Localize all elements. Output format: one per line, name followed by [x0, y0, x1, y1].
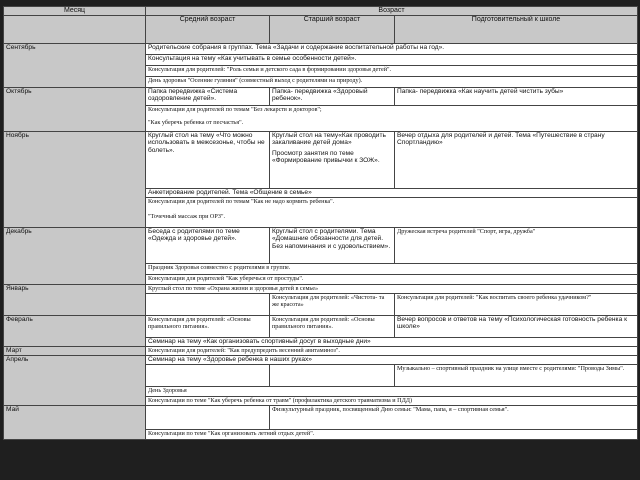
header-month: Месяц [4, 7, 146, 16]
apr-middle-empty [146, 365, 270, 387]
sep-row-1: Родительские собрания в группах. Тема «Задачи и содержание воспитательной работы на год». [146, 44, 638, 55]
nov-prep: Вечер отдыха для родителей и детей. Тема «Путешествие в страну Спортландию» [395, 132, 638, 189]
nov-senior [270, 132, 395, 189]
jan-prep: Консультация для родителей: "Как воспитать своего ребенка удачником?" [395, 294, 638, 316]
nov-consultation-2: "Точечный массаж при ОРЗ". [148, 213, 226, 221]
nov-consultations [146, 198, 638, 228]
apr-senior-empty [270, 365, 395, 387]
oct-consultation-2: "Как уберечь ребенка от песчастья". [148, 119, 244, 127]
month-november: Ноябрь [4, 132, 146, 228]
header-age: Возраст [146, 7, 638, 16]
jan-middle-empty [146, 294, 270, 316]
may-consultation: Консультации по теме "Как организовать летний отдых детей". [146, 430, 638, 440]
nov-senior-roundtable: Круглый стол на тему«Как проводить закаливание детей дома» [272, 132, 386, 147]
apr-seminar: Семинар на тему «Здоровье ребенка в наших руках» [146, 356, 638, 365]
oct-consultation-1: Консультации для родителей по темам "Без лекарств и докторов"; [148, 106, 322, 113]
nov-senior-class: Просмотр занятия по теме «Формирование привычки к ЗОЖ». [272, 149, 380, 164]
dec-senior: Круглый стол с родителями. Тема «Домашние обязанности для детей. Без напоминания и с удовольствием». [270, 228, 395, 264]
may-sport-holiday: Физкультурный праздник, посвященный Дню семьи: "Мама, папа, я – спортивная семья". [270, 406, 638, 430]
month-april: Апрель [4, 356, 146, 406]
month-may: Май [4, 406, 146, 440]
feb-senior: Консультация для родителей: «Основы правильного питания». [270, 316, 395, 338]
header-senior-age: Старший возраст [270, 16, 395, 44]
mar-consultation: Консультации для родителей: "Как предупредить весенний авитаминоз". [146, 347, 638, 356]
jan-roundtable: Круглый стол по теме «Охрана жизни и здоровья детей в семье» [146, 285, 638, 294]
may-middle-empty [146, 406, 270, 430]
month-february: Февраль [4, 316, 146, 347]
month-january: Январь [4, 285, 146, 316]
dec-health-holiday: Праздник Здоровья совместно с родителями в группе. [146, 264, 638, 275]
oct-consultations [146, 106, 638, 132]
apr-consultation: Консультации по теме "Как уберечь ребенка от травм" (профилактика детского травматизма и ПДД) [146, 397, 638, 406]
oct-middle: Папка передвижка «Система оздоровление детей». [146, 88, 270, 106]
month-october: Октябрь [4, 88, 146, 132]
nov-consultation-1: Консультации для родителей по темам "Как не надо кормить ребенка". [148, 198, 335, 205]
dec-prep: Дружеская встреча родителей "Спорт, игра, дружба" [395, 228, 638, 264]
nov-survey: Анкетирование родителей. Тема «Общение в семье» [146, 189, 638, 198]
month-december: Декабрь [4, 228, 146, 285]
sep-row-4: День здоровья "Осенние гуляния" (совместный выход с родителями на природу). [146, 77, 638, 88]
apr-health-day: День Здоровья [146, 387, 638, 397]
apr-prep: Музыкально – спортивный праздник на улице вместе с родителями: "Проводы Зимы". [395, 365, 638, 387]
oct-prep: Папка- передвижка «Как научить детей чистить зубы» [395, 88, 638, 106]
dec-middle: Беседа с родителями по теме «Одежда и здоровье детей». [146, 228, 270, 264]
month-september: Сентябрь [4, 44, 146, 88]
sep-row-2: Консультация на тему «Как учитывать в семье особенности детей». [146, 55, 638, 66]
jan-senior: Консультация для родителей: «Чистота- та же красота» [270, 294, 395, 316]
sep-row-3: Консультация для родителей: "Роль семьи и детского сада в формировании здоровья детей". [146, 66, 638, 77]
header-empty [4, 16, 146, 44]
feb-prep: Вечер вопросов и ответов на тему «Психологическая готовность ребенка к школе» [395, 316, 638, 338]
month-march: Март [4, 347, 146, 356]
header-prep-age: Подготовительный к школе [395, 16, 638, 44]
dec-consultation: Консультации для родителей "Как уберечься от простуды". [146, 275, 638, 285]
oct-senior: Папка- передвижка «Здоровый ребенок». [270, 88, 395, 106]
nov-middle: Круглый стол на тему «Что можно использовать в межсезонье, чтобы не болеть». [146, 132, 270, 189]
feb-seminar: Семинар на тему «Как организовать спортивный досуг в выходные дни» [146, 338, 638, 347]
feb-middle: Консультация для родителей: «Основы правильного питания». [146, 316, 270, 338]
header-middle-age: Средний возраст [146, 16, 270, 44]
parent-work-plan-table [3, 6, 638, 440]
